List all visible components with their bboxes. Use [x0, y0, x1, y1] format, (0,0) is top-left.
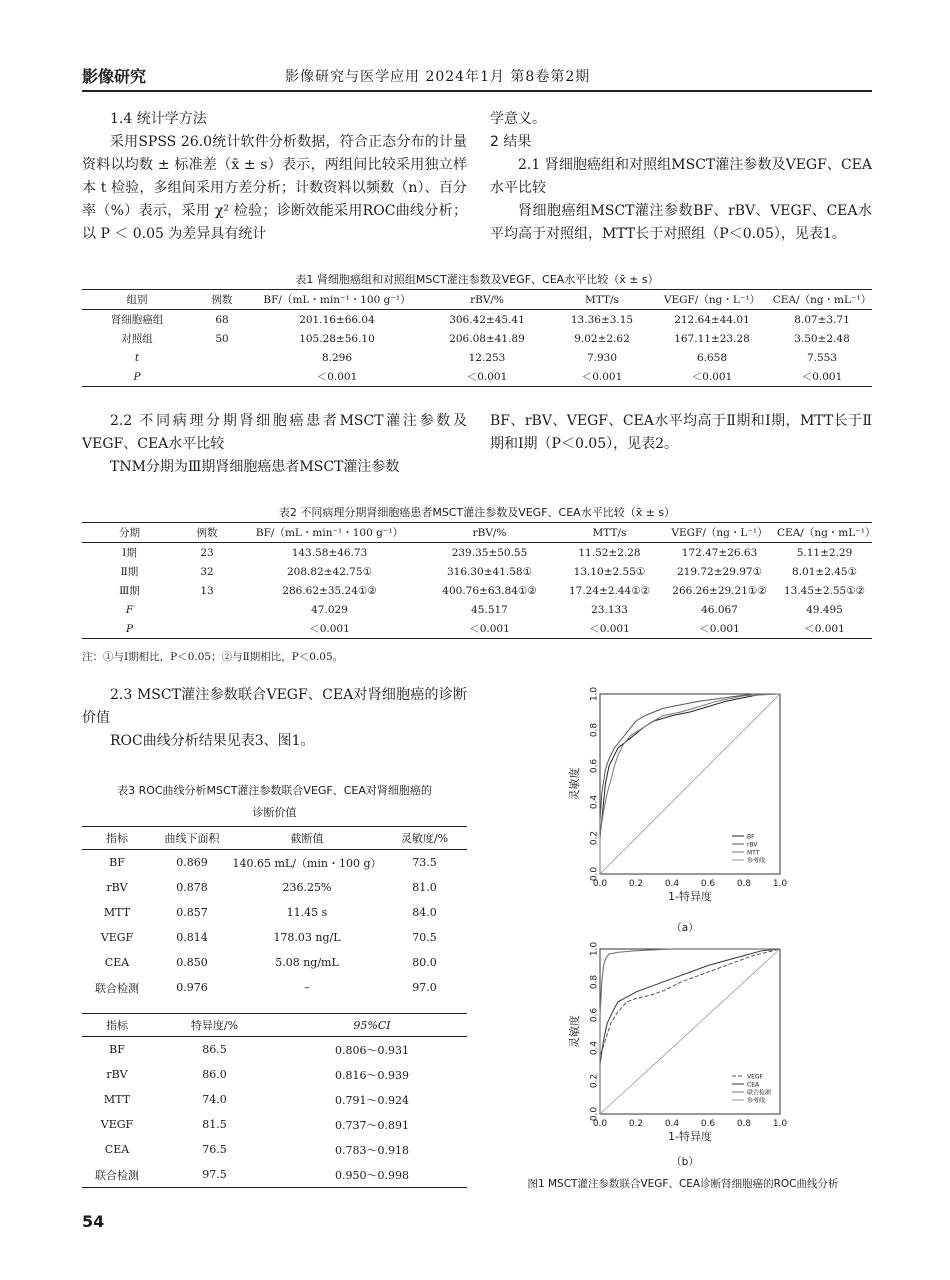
table-cell: 0.878	[176, 881, 208, 894]
table-cell: 0.791～0.924	[335, 1093, 409, 1107]
table-2-header-cell: 例数	[196, 527, 218, 539]
table-3-caption-line-2: 诊断价值	[252, 806, 297, 819]
table-cell: ＜0.001	[581, 371, 623, 383]
table-cell: BF	[109, 1043, 125, 1056]
section-2-3-paragraph: ROC曲线分析结果见表3、图1。	[110, 733, 315, 749]
table-cell: 0.814	[176, 931, 208, 944]
table-cell: 206.08±41.89	[449, 332, 525, 345]
table-2-header-cell: CEA/（ng・mL⁻¹）	[777, 527, 876, 539]
section-2-2-continued	[490, 410, 872, 456]
x-tick-label: 0.4	[664, 1119, 680, 1129]
table-cell: 239.35±50.55	[451, 546, 528, 559]
legend-label: 联合检测	[747, 1089, 772, 1097]
table-3b-header-row	[82, 1014, 467, 1037]
y-tick-label: 0.8	[589, 974, 600, 990]
table-cell: CEA	[104, 956, 130, 969]
table-3-caption-line-1: 表3 ROC曲线分析MSCT灌注参数联合VEGF、CEA对肾细胞癌的	[117, 784, 432, 797]
table-cell: 0.737～0.891	[335, 1118, 409, 1132]
table-row	[82, 329, 872, 348]
figure-1-caption: 图1 MSCT灌注参数联合VEGF、CEA诊断肾细胞癌的ROC曲线分析	[527, 1178, 839, 1190]
table-cell: 13	[200, 584, 214, 597]
table-1-header-cell: rBV/%	[470, 293, 504, 306]
y-axis-label: 灵敏度	[568, 1015, 581, 1048]
legend-label: MTT	[747, 849, 760, 857]
table-cell: 23	[200, 546, 214, 559]
x-tick-label: 0.6	[700, 1119, 716, 1129]
table-cell: 6.658	[696, 351, 728, 364]
table-cell: MTT	[103, 1093, 131, 1106]
table-1-header-cell: VEGF/（ng・L⁻¹）	[663, 294, 761, 306]
table-cell: 80.0	[412, 956, 437, 969]
x-tick-label: 0.8	[736, 879, 752, 889]
section-2-continuation: 学意义。	[490, 111, 546, 127]
table-cell: 86.5	[202, 1043, 227, 1056]
table-2-header-cell: BF/（mL・min⁻¹・100 g⁻¹）	[255, 527, 404, 539]
table-2-header-row	[82, 523, 872, 543]
table-cell: 50	[215, 332, 229, 345]
table-cell: 32	[200, 565, 214, 578]
roc-panel-a-label: （a）	[671, 922, 699, 934]
legend-label: 参考线	[747, 857, 766, 865]
y-tick-label: 1.0	[589, 941, 600, 957]
table-row	[82, 875, 467, 900]
table-row	[82, 1137, 467, 1162]
table-cell: VEGF	[100, 931, 134, 944]
journal-running-head: 影像研究与医学应用 2024年1月 第8卷第2期	[285, 69, 591, 85]
roc-chart-b	[560, 935, 810, 1155]
table-cell: 46.067	[701, 603, 738, 616]
section-2-2-paragraph-cont: BF、rBV、VEGF、CEA水平均高于Ⅱ期和Ⅰ期，MTT长于Ⅱ期和Ⅰ期（P＜0.05），见表2。	[490, 413, 872, 452]
section-1-4-heading: 1.4 统计学方法	[110, 111, 207, 127]
table-1-header-cell: CEA/（ng・mL⁻¹）	[772, 294, 872, 306]
table-cell: 0.806～0.931	[335, 1043, 409, 1057]
table-cell: 86.0	[202, 1068, 227, 1081]
table-row	[82, 900, 467, 925]
section-2-1-paragraph: 肾细胞癌组MSCT灌注参数BF、rBV、VEGF、CEA水平均高于对照组，MTT长于对照组（P＜0.05），见表1。	[490, 203, 872, 242]
table-cell: BF	[109, 856, 125, 869]
journal-short-title: 影像研究	[82, 67, 147, 86]
table-cell: 306.42±45.41	[449, 313, 525, 326]
table-cell: 68	[215, 313, 229, 326]
table-3a-header-row	[82, 827, 467, 850]
table-cell: ＜0.001	[469, 623, 510, 635]
x-tick-label: 1.0	[772, 879, 788, 889]
table-cell: 266.26±29.21①②	[672, 584, 767, 597]
table-cell: ＜0.001	[691, 371, 733, 383]
table-cell: 76.5	[202, 1143, 227, 1156]
table-cell: 0.783～0.918	[335, 1143, 409, 1157]
table-3-caption	[82, 782, 467, 820]
roc-chart-a	[560, 680, 810, 920]
table-cell: 316.30±41.58①	[446, 565, 532, 578]
table-2	[82, 522, 876, 639]
table-cell: 49.495	[806, 603, 843, 616]
table-cell: 9.02±2.62	[574, 332, 630, 345]
header-rule	[82, 90, 872, 92]
table-cell: 13.45±2.55①②	[783, 584, 866, 597]
y-tick-label: 0.0	[589, 1106, 600, 1122]
table-2-header-cell: MTT/s	[592, 526, 627, 539]
table-row	[82, 619, 872, 639]
table-cell: 0.869	[176, 856, 208, 869]
section-1-4-paragraph: 采用SPSS 26.0统计软件分析数据，符合正态分布的计量资料以均数 ± 标准差（x̄ ± s）表示，两组间比较采用独立样本 t 检验，多组间采用方差分析；计数资料以频数（n）、百分率（%）表示，采用 χ² 检验；诊断效能采用ROC曲线分析；以 P ＜ 0.05 为差异具有统计	[82, 134, 467, 242]
table-2-header-cell: VEGF/（ng・L⁻¹）	[671, 527, 768, 539]
table-cell: ＜0.001	[589, 623, 630, 635]
table-cell: 84.0	[412, 906, 437, 919]
table-row	[82, 1037, 467, 1063]
table-cell: 178.03 ng/L	[273, 931, 341, 944]
x-axis-label: 1-特异度	[668, 1130, 712, 1143]
table-cell: 联合检测	[95, 1168, 139, 1182]
legend-label: CEA	[747, 1081, 760, 1089]
y-tick-label: 0.6	[589, 758, 600, 774]
table-cell: 105.28±56.10	[299, 332, 375, 345]
table-cell: 167.11±23.28	[674, 332, 750, 345]
table-cell: 0.857	[176, 906, 208, 919]
table-cell	[177, 619, 237, 639]
table-3b	[82, 1013, 467, 1188]
table-1-header-cell: MTT/s	[585, 293, 619, 306]
y-tick-label: 0.4	[589, 794, 600, 810]
table-cell: 143.58±46.73	[291, 546, 368, 559]
table-cell: VEGF	[100, 1118, 134, 1131]
table-cell: 联合检测	[95, 981, 139, 995]
table-row	[82, 581, 872, 600]
table-cell: 8.296	[321, 351, 353, 364]
table-cell: 0.976	[176, 981, 208, 994]
table-cell: 23.133	[591, 603, 628, 616]
table-cell: 5.11±2.29	[796, 546, 853, 559]
y-axis-label: 灵敏度	[568, 767, 581, 801]
table-cell: 7.930	[586, 351, 618, 364]
y-tick-label: 0.2	[589, 1073, 600, 1089]
table-2-header-cell: rBV/%	[472, 526, 507, 539]
y-tick-label: 0.2	[589, 830, 600, 846]
section-2	[490, 108, 872, 246]
table-cell: 140.65 mL/（min・100 g）	[232, 856, 382, 870]
table-row	[82, 1062, 467, 1087]
table-cell: 0.950～0.998	[335, 1168, 409, 1182]
table-cell: P	[133, 370, 141, 383]
table-cell: rBV	[106, 1068, 128, 1081]
x-tick-label: 1.0	[772, 1119, 788, 1129]
table-cell: 81.5	[202, 1118, 227, 1131]
table-cell: 12.253	[468, 351, 506, 364]
table-cell	[192, 348, 252, 367]
table-row	[82, 562, 872, 581]
table-cell: 11.45 s	[286, 906, 328, 919]
section-2-2	[82, 410, 467, 479]
table-1-caption: 表1 肾细胞癌组和对照组MSCT灌注参数及VEGF、CEA水平比较（x̄ ± s）	[295, 273, 659, 286]
table-cell: 286.62±35.24①②	[282, 584, 377, 597]
table-1-header-row	[82, 290, 872, 310]
table-2-header-cell: 分期	[119, 527, 140, 539]
section-2-1-heading: 2.1 肾细胞癌组和对照组MSCT灌注参数及VEGF、CEA水平比较	[490, 157, 872, 196]
table-cell: ＜0.001	[699, 623, 740, 635]
x-tick-label: 0.0	[592, 1119, 608, 1129]
table-row	[82, 950, 467, 975]
table-cell: CEA	[104, 1143, 130, 1156]
table-3a-header-cell: 指标	[106, 832, 128, 845]
table-cell: 73.5	[412, 856, 437, 869]
table-cell: 400.76±63.84①②	[442, 584, 537, 597]
table-cell: 208.82±42.75①	[286, 565, 372, 578]
section-2-heading: 2 结果	[490, 134, 532, 150]
table-cell: 81.0	[412, 881, 437, 894]
table-cell: rBV	[106, 881, 128, 894]
table-cell: 0.816～0.939	[335, 1068, 409, 1082]
table-cell: 201.16±66.04	[299, 313, 375, 326]
table-row	[82, 310, 872, 330]
table-cell: 97.5	[202, 1168, 227, 1181]
section-2-3	[82, 684, 467, 753]
table-2-caption: 表2 不同病理分期肾细胞癌患者MSCT灌注参数及VEGF、CEA水平比较（x̄ ± s）	[278, 506, 676, 519]
table-1-header-cell: 例数	[211, 294, 233, 306]
table-3b-header-cell: 指标	[106, 1019, 128, 1032]
table-row	[82, 975, 467, 1000]
table-cell: ＜0.001	[309, 623, 350, 635]
table-cell: 3.50±2.48	[794, 332, 850, 345]
table-row	[82, 600, 872, 619]
table-cell: Ⅱ期	[120, 566, 139, 578]
x-tick-label: 0.0	[592, 879, 608, 889]
x-tick-label: 0.2	[628, 1119, 644, 1129]
table-cell: 47.029	[311, 603, 348, 616]
legend-label: BF	[747, 833, 755, 841]
table-cell: Ⅲ期	[119, 585, 140, 597]
table-row	[82, 348, 872, 367]
table-cell: 13.36±3.15	[570, 313, 634, 326]
table-cell: 肾细胞癌组	[110, 314, 164, 326]
table-cell: 对照组	[121, 333, 153, 345]
table-cell	[192, 367, 252, 387]
roc-panel-b-label: （b）	[671, 1156, 699, 1168]
table-cell: P	[125, 622, 134, 635]
legend-label: rBV	[747, 841, 758, 849]
table-cell: 5.08 ng/mL	[275, 956, 339, 969]
table-3b-header-cell: 95%CI	[353, 1018, 391, 1032]
table-cell: 0.850	[176, 956, 208, 969]
y-tick-label: 0.4	[589, 1040, 600, 1056]
table-cell: –	[304, 981, 310, 994]
table-3a-header-cell: 截断值	[290, 832, 324, 845]
table-cell: 13.10±2.55①	[573, 565, 646, 578]
table-row	[82, 367, 872, 387]
page-number: 54	[82, 1212, 105, 1231]
table-1	[82, 289, 872, 387]
table-cell: ＜0.001	[804, 623, 845, 635]
table-row	[82, 543, 872, 563]
table-cell: ＜0.001	[466, 371, 508, 383]
table-row	[82, 1112, 467, 1137]
table-3a	[82, 826, 467, 1000]
legend-label: VEGF	[747, 1073, 763, 1081]
table-cell: 219.72±29.97①	[676, 565, 762, 578]
table-cell: ＜0.001	[801, 371, 843, 383]
table-2-note: 注：①与Ⅰ期相比，P＜0.05；②与Ⅱ期相比，P＜0.05。	[82, 651, 344, 663]
table-cell: 7.553	[806, 351, 838, 364]
table-cell: F	[125, 603, 134, 616]
table-cell: 8.07±3.71	[794, 313, 850, 326]
y-tick-label: 0.6	[589, 1007, 600, 1023]
table-cell: ＜0.001	[316, 371, 358, 383]
legend-label: 参考线	[747, 1097, 766, 1105]
table-cell: 74.0	[202, 1093, 227, 1106]
table-row	[82, 1162, 467, 1188]
table-cell: 212.64±44.01	[674, 313, 750, 326]
table-cell: 11.52±2.28	[578, 546, 641, 559]
x-tick-label: 0.2	[628, 879, 644, 889]
table-cell: MTT	[103, 906, 131, 919]
table-3b-header-cell: 特异度/%	[190, 1019, 239, 1032]
table-cell: 17.24±2.44①②	[568, 584, 651, 597]
x-axis-label: 1-特异度	[668, 890, 712, 903]
table-cell: 8.01±2.45①	[792, 565, 857, 578]
table-cell: 70.5	[412, 931, 437, 944]
table-cell: 97.0	[412, 981, 437, 994]
x-tick-label: 0.4	[664, 879, 680, 889]
table-cell: Ⅰ期	[122, 547, 137, 559]
table-cell: t	[134, 351, 140, 364]
table-cell: 236.25%	[282, 881, 332, 894]
y-tick-label: 0.0	[589, 866, 600, 882]
table-row	[82, 850, 467, 876]
table-row	[82, 925, 467, 950]
section-1-4	[82, 108, 467, 246]
x-tick-label: 0.6	[700, 879, 716, 889]
table-cell: 172.47±26.63	[681, 546, 758, 559]
table-cell	[177, 600, 237, 619]
section-2-3-heading: 2.3 MSCT灌注参数联合VEGF、CEA对肾细胞癌的诊断价值	[82, 687, 467, 726]
table-3a-header-cell: 曲线下面积	[164, 832, 220, 845]
section-2-2-paragraph: TNM分期为Ⅲ期肾细胞癌患者MSCT灌注参数	[110, 459, 400, 475]
y-tick-label: 0.8	[589, 722, 600, 738]
table-1-header-cell: BF/（mL・min⁻¹・100 g⁻¹）	[263, 294, 411, 306]
table-cell: 45.517	[471, 603, 508, 616]
table-row	[82, 1087, 467, 1112]
x-tick-label: 0.8	[736, 1119, 752, 1129]
table-3a-header-cell: 灵敏度/%	[400, 832, 449, 845]
y-tick-label: 1.0	[589, 686, 600, 702]
section-2-2-heading: 2.2 不同病理分期肾细胞癌患者MSCT灌注参数及VEGF、CEA水平比较	[82, 413, 467, 452]
table-1-header-cell: 组别	[126, 294, 148, 306]
